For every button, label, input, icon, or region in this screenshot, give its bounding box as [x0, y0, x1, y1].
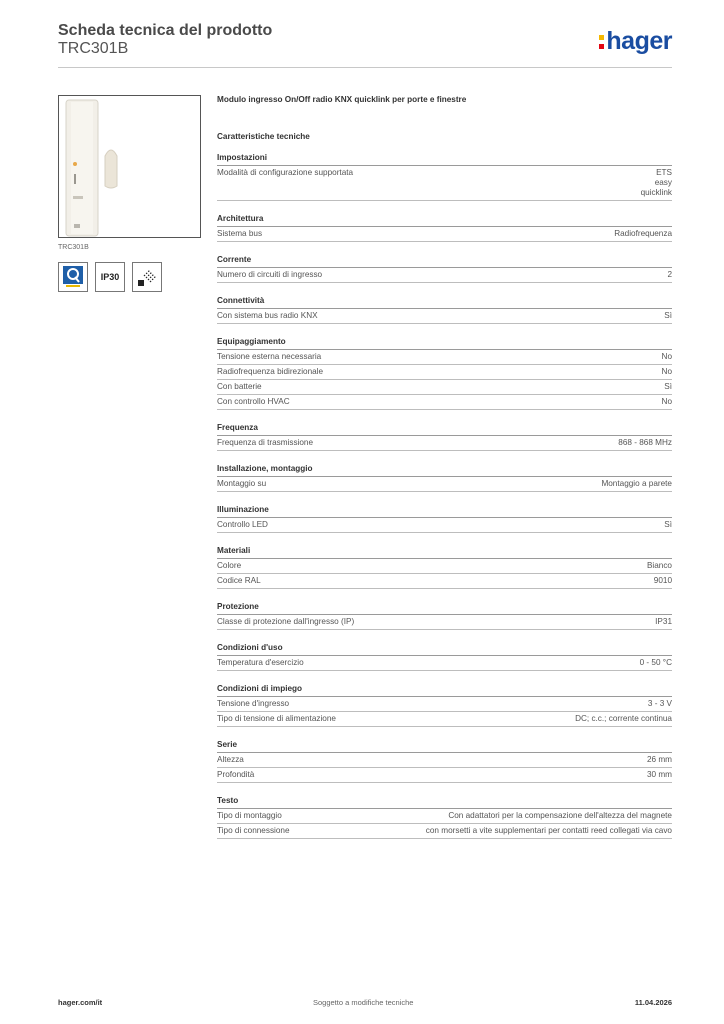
- header-divider: [58, 67, 672, 68]
- footer-note: Soggetto a modifiche tecniche: [313, 998, 414, 1007]
- section-condizioni-uso: [217, 643, 672, 671]
- spec-row: [217, 477, 672, 492]
- spec-label: Colore: [217, 561, 242, 570]
- footer-date: 11.04.2026: [634, 998, 672, 1007]
- section-title: Testo: [217, 796, 672, 809]
- section-title: Equipaggiamento: [217, 337, 672, 350]
- spec-row: [217, 395, 672, 410]
- spec-row: [217, 350, 672, 365]
- section-serie: [217, 740, 672, 783]
- spec-row: [217, 268, 672, 283]
- spec-value: 26 mm: [646, 755, 672, 764]
- spec-value: ETS easy quicklink: [640, 168, 672, 197]
- spec-value: Montaggio a parete: [601, 479, 672, 488]
- spec-label: Tipo di connessione: [217, 826, 290, 835]
- section-testo: [217, 796, 672, 839]
- spec-label: Controllo LED: [217, 520, 268, 529]
- spec-label: Tipo di tensione di alimentazione: [217, 714, 336, 723]
- spec-row: [217, 753, 672, 768]
- spec-row: [217, 615, 672, 630]
- technical-data: [217, 95, 672, 839]
- spec-row: [217, 656, 672, 671]
- spec-row: [217, 697, 672, 712]
- spec-value: IP31: [655, 617, 672, 626]
- spec-value: 868 - 868 MHz: [618, 438, 672, 447]
- section-connettivita: [217, 296, 672, 324]
- quicklink-badge: [58, 262, 88, 292]
- spec-label: Con controllo HVAC: [217, 397, 290, 406]
- product-code-heading: TRC301B: [58, 40, 129, 57]
- section-title: Frequenza: [217, 423, 672, 436]
- spec-row: [217, 365, 672, 380]
- spec-value: Radiofrequenza: [614, 229, 672, 238]
- spec-value: 30 mm: [646, 770, 672, 779]
- spec-label: Altezza: [217, 755, 244, 764]
- spec-value: 2: [667, 270, 672, 279]
- spec-row: [217, 824, 672, 839]
- spec-label: Classe di protezione dall'ingresso (IP): [217, 617, 355, 626]
- section-title: Serie: [217, 740, 672, 753]
- spec-label: Con batterie: [217, 382, 262, 391]
- section-title: Impostazioni: [217, 153, 672, 166]
- spec-value: con morsetti a vite supplementari per contatti reed collegati via cavo: [425, 826, 672, 835]
- section-title: Condizioni di impiego: [217, 684, 672, 697]
- product-image: [58, 95, 201, 238]
- spec-label: Tensione esterna necessaria: [217, 352, 322, 361]
- product-image-caption: TRC301B: [58, 244, 89, 251]
- footer-website: hager.com/it: [58, 998, 103, 1007]
- section-title: Illuminazione: [217, 505, 672, 518]
- spec-row: [217, 436, 672, 451]
- spec-value: Sì: [664, 382, 672, 391]
- spec-value: Sì: [664, 311, 672, 320]
- spec-row: [217, 309, 672, 324]
- section-title: Corrente: [217, 255, 672, 268]
- spec-row: [217, 166, 672, 201]
- spec-value: No: [661, 367, 672, 376]
- spec-row: [217, 712, 672, 727]
- spec-value: No: [661, 397, 672, 406]
- spec-value: Bianco: [646, 561, 672, 570]
- section-condizioni-impiego: [217, 684, 672, 727]
- spec-label: Modalità di configurazione supportata: [217, 168, 354, 177]
- spec-row: [217, 574, 672, 589]
- spec-value: 9010: [653, 576, 672, 585]
- section-protezione: [217, 602, 672, 630]
- hager-logo: [599, 27, 672, 56]
- section-title: Materiali: [217, 546, 672, 559]
- spec-label: Profondità: [217, 770, 255, 779]
- spec-value: 0 - 50 °C: [639, 658, 672, 667]
- spec-row: [217, 227, 672, 242]
- spec-label: Codice RAL: [217, 576, 261, 585]
- spec-label: Frequenza di trasmissione: [217, 438, 314, 447]
- section-title: Protezione: [217, 602, 672, 615]
- spec-value: 3 - 3 V: [647, 699, 672, 708]
- spec-row: [217, 809, 672, 824]
- spec-label: Tensione d'ingresso: [217, 699, 290, 708]
- section-title: Condizioni d'uso: [217, 643, 672, 656]
- spec-label: Con sistema bus radio KNX: [217, 311, 318, 320]
- spec-value: No: [661, 352, 672, 361]
- section-illuminazione: [217, 505, 672, 533]
- logo-dots-icon: [599, 35, 604, 49]
- page-title: Scheda tecnica del prodotto: [58, 22, 273, 39]
- section-title: Architettura: [217, 214, 672, 227]
- spec-label: Tipo di montaggio: [217, 811, 282, 820]
- section-impostazioni: [217, 153, 672, 201]
- logo-text: hager: [606, 27, 672, 55]
- section-frequenza: [217, 423, 672, 451]
- spec-label: Numero di circuiti di ingresso: [217, 270, 323, 279]
- section-title: Connettività: [217, 296, 672, 309]
- spec-row: [217, 768, 672, 783]
- spec-label: Sistema bus: [217, 229, 263, 238]
- spec-label: Temperatura d'esercizio: [217, 658, 304, 667]
- product-description: Modulo ingresso On/Off radio KNX quicklink per porte e finestre: [217, 95, 467, 104]
- spec-row: [217, 518, 672, 533]
- ip30-badge: IP30: [95, 262, 125, 292]
- technical-characteristics-heading: Caratteristiche tecniche: [217, 132, 310, 141]
- section-architettura: [217, 214, 672, 242]
- spec-value: DC; c.c.; corrente continua: [575, 714, 672, 723]
- section-title: Installazione, montaggio: [217, 464, 672, 477]
- section-materiali: [217, 546, 672, 589]
- spec-label: Radiofrequenza bidirezionale: [217, 367, 324, 376]
- spec-row: [217, 559, 672, 574]
- section-equipaggiamento: [217, 337, 672, 410]
- spec-label: Montaggio su: [217, 479, 267, 488]
- spec-value: Sì: [664, 520, 672, 529]
- section-installazione: [217, 464, 672, 492]
- radio-signal-icon: [132, 262, 162, 292]
- section-corrente: [217, 255, 672, 283]
- spec-value: Con adattatori per la compensazione dell'altezza del magnete: [448, 811, 672, 820]
- spec-row: [217, 380, 672, 395]
